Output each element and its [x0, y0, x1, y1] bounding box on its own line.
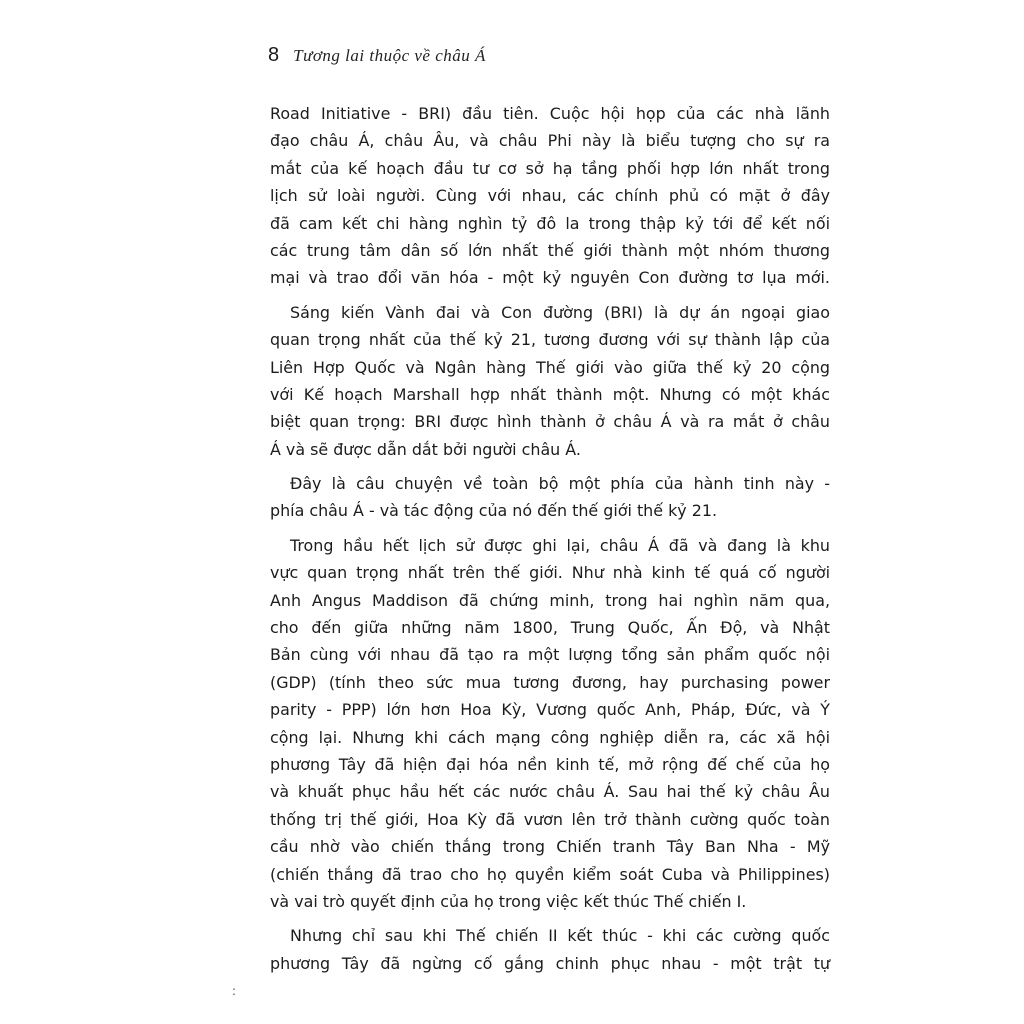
text-line: vực quan trọng nhất trên thế giới. Như nhà kinh tế quá cố người	[270, 563, 830, 583]
text-line: đạo châu Á, châu Âu, và châu Phi này là biểu tượng cho sự ra	[270, 131, 830, 151]
running-header	[268, 44, 486, 74]
text-line: Bản cùng với nhau đã tạo ra một lượng tổng sản phẩm quốc nội	[270, 645, 830, 665]
text-line: (chiến thắng đã trao cho họ quyền kiểm soát Cuba và Philippines)	[270, 864, 830, 884]
text-line: cho đến giữa những năm 1800, Trung Quốc, Ấn Độ, và Nhật	[270, 618, 830, 638]
text-line: biệt quan trọng: BRI được hình thành ở châu Á và ra mắt ở châu	[270, 412, 830, 432]
text-line: phía châu Á - và tác động của nó đến thế giới thế kỷ 21.	[270, 501, 718, 521]
text-line: parity - PPP) lớn hơn Hoa Kỳ, Vương quốc Anh, Pháp, Đức, và Ý	[270, 700, 830, 720]
text-line: Đây là câu chuyện về toàn bộ một phía của hành tinh này -	[290, 474, 830, 494]
text-line: mắt của kế hoạch đầu tư cơ sở hạ tầng phối hợp lớn nhất trong	[270, 158, 830, 178]
text-line: Á và sẽ được dẫn dắt bởi người châu Á.	[270, 439, 581, 459]
text-line: cộng lại. Nhưng khi cách mạng công nghiệp diễn ra, các xã hội	[270, 727, 830, 747]
text-line: thống trị thế giới, Hoa Kỳ đã vươn lên trở thành cường quốc toàn	[270, 809, 830, 829]
text-line: phương Tây đã ngừng cố gắng chinh phục nhau - một trật tự	[270, 953, 830, 973]
text-line: lịch sử loài người. Cùng với nhau, các chính phủ có mặt ở đây	[270, 186, 830, 206]
text-line: (GDP) (tính theo sức mua tương đương, hay purchasing power	[270, 672, 830, 692]
page-number: 8	[268, 44, 280, 66]
paragraph	[270, 922, 830, 977]
margin-mark: :	[232, 984, 237, 998]
text-line: cầu nhờ vào chiến thắng trong Chiến tranh Tây Ban Nha - Mỹ	[270, 837, 830, 857]
text-line: Trong hầu hết lịch sử được ghi lại, châu Á đã và đang là khu	[290, 535, 830, 555]
text-line: các trung tâm dân số lớn nhất thế giới thành một nhóm thương	[270, 240, 830, 260]
text-line: với Kế hoạch Marshall hợp nhất thành một. Nhưng có một khác	[270, 384, 830, 404]
paragraph	[270, 532, 830, 915]
text-line: mại và trao đổi văn hóa - một kỷ nguyên Con đường tơ lụa mới.	[270, 268, 830, 288]
text-line: quan trọng nhất của thế kỷ 21, tương đương với sự thành lập của	[270, 330, 830, 350]
text-line: Anh Angus Maddison đã chứng minh, trong hai nghìn năm qua,	[270, 590, 830, 610]
text-line: phương Tây đã hiện đại hóa nền kinh tế, mở rộng đế chế của họ	[270, 754, 830, 774]
text-line: đã cam kết chi hàng nghìn tỷ đô la trong thập kỷ tới để kết nối	[270, 213, 830, 233]
text-line: Sáng kiến Vành đai và Con đường (BRI) là dự án ngoại giao	[290, 302, 830, 322]
paragraph	[270, 470, 830, 525]
running-title: Tương lai thuộc về châu Á	[293, 46, 486, 65]
paragraph	[270, 299, 830, 463]
text-line: và khuất phục hầu hết các nước châu Á. Sau hai thế kỷ châu Âu	[270, 782, 830, 802]
text-line: và vai trò quyết định của họ trong việc kết thúc Thế chiến I.	[270, 891, 747, 911]
paragraph	[270, 100, 830, 292]
body-text	[270, 100, 830, 977]
text-line: Nhưng chỉ sau khi Thế chiến II kết thúc - khi các cường quốc	[290, 926, 830, 946]
text-line: Liên Hợp Quốc và Ngân hàng Thế giới vào giữa thế kỷ 20 cộng	[270, 357, 830, 377]
text-line: Road Initiative - BRI) đầu tiên. Cuộc hội họp của các nhà lãnh	[270, 104, 830, 123]
